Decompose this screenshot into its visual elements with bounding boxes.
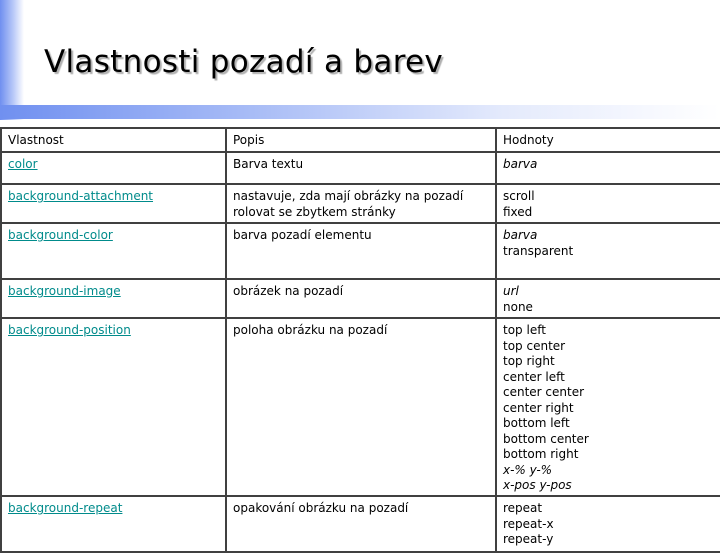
value-item: repeat-y [503,532,554,546]
property-cell [1,152,226,184]
value-item: bottom center [503,431,589,446]
value-item: center right [503,400,574,415]
header-values: Hodnoty [496,128,720,152]
properties-table [0,127,720,553]
property-link-background-position[interactable]: background-position [8,323,131,337]
description-cell: barva pozadí elementu [226,223,496,279]
description-cell: nastavuje, zda mají obrázky na pozadí rolovat se zbytkem stránky [226,184,496,223]
value-item: bottom left [503,416,570,430]
values-cell [496,318,720,496]
table-row [1,152,720,184]
header-property: Vlastnost [1,128,226,152]
value-item: center center [503,385,585,399]
property-cell [1,184,226,223]
value-item: repeat-x [503,516,554,531]
table-row [1,184,720,223]
value-item: x-pos y-pos [503,478,572,492]
values-cell [496,279,720,318]
property-link-background-image[interactable]: background-image [8,284,121,298]
property-link-background-color[interactable]: background-color [8,228,113,242]
property-link-background-attachment[interactable]: background-attachment [8,189,154,203]
description-cell: Barva textu [226,152,496,184]
description-cell: obrázek na pozadí [226,279,496,318]
header-description: Popis [226,128,496,152]
description-cell: opakování obrázku na pozadí [226,496,496,552]
values-cell [496,152,720,184]
values-cell [496,496,720,552]
slide-title: Vlastnosti pozadí a barev [44,44,444,80]
property-cell [1,279,226,318]
value-item: top center [503,338,566,353]
value-item: barva [503,157,538,171]
value-item: bottom right [503,447,579,461]
value-item: scroll [503,189,535,203]
left-accent-gradient [0,0,24,120]
property-cell [1,223,226,279]
value-item: fixed [503,204,533,219]
value-item: transparent [503,243,574,258]
property-cell [1,496,226,552]
value-item: x-% y-% [503,462,553,477]
property-link-background-repeat[interactable]: background-repeat [8,501,123,515]
value-item: top left [503,323,546,337]
property-cell [1,318,226,496]
description-cell: poloha obrázku na pozadí [226,318,496,496]
property-link-color[interactable]: color [8,157,38,171]
table-row [1,496,720,552]
title-underline-bar [0,105,720,119]
value-item: repeat [503,501,543,515]
values-cell [496,184,720,223]
value-item: center left [503,369,565,384]
table-header-row [1,128,720,152]
value-item: barva [503,228,538,242]
table-row [1,223,720,279]
table-row [1,279,720,318]
value-item: none [503,299,533,314]
table-row [1,318,720,496]
value-item: top right [503,354,555,368]
value-item: url [503,284,519,298]
values-cell [496,223,720,279]
